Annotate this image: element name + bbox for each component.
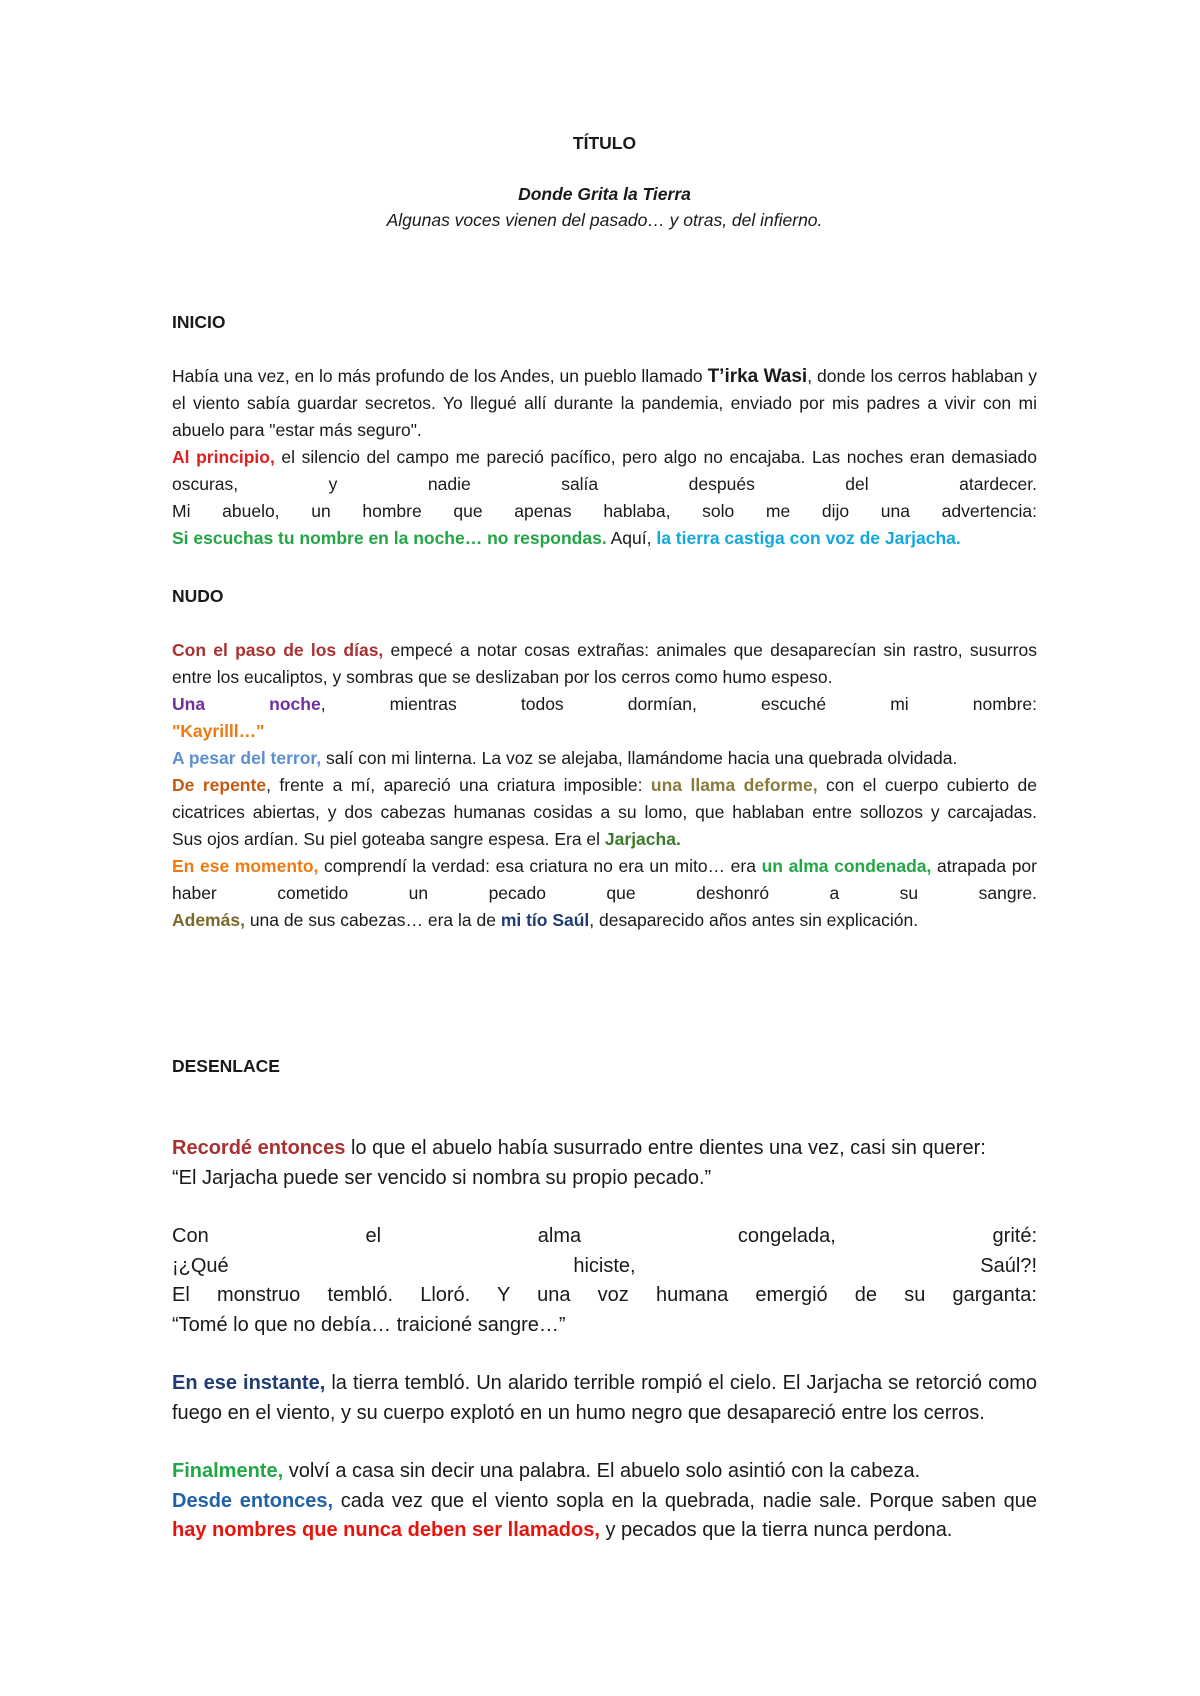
nudo-paragraph-6 — [172, 853, 1037, 907]
text-run: lo que el abuelo había susurrado entre dientes una vez, casi sin querer: — [345, 1137, 986, 1159]
desenlace-paragraph-1 — [172, 1134, 1037, 1164]
text-run: la tierra tembló. Un alarido terrible rompió el cielo. El Jarjacha se retorció como fuego en el viento, y su cuerpo explotó en un humo negro que desapareció entre los cerros. — [172, 1372, 1037, 1424]
highlight-jarjacha-voice: la tierra castiga con voz de Jarjacha. — [656, 528, 961, 548]
text-run: Aquí, — [606, 528, 657, 548]
text-run: salí con mi linterna. La voz se alejaba, llamándome hacia una quebrada olvidada. — [321, 748, 958, 768]
nudo-body — [172, 637, 1037, 934]
text-run: , desaparecido años antes sin explicación. — [589, 910, 919, 930]
story-title: Donde Grita la Tierra — [518, 184, 691, 204]
nudo-name-call — [172, 718, 1037, 745]
desenlace-body — [172, 1134, 1037, 1546]
text-run: , mientras todos dormían, escuché mi nombre: — [320, 694, 1037, 714]
called-name: "Kayrilll…" — [172, 721, 265, 741]
connector-desde-entonces: Desde entonces, — [172, 1489, 334, 1512]
connector-en-ese-instante: En ese instante, — [172, 1372, 326, 1394]
inicio-paragraph-2 — [172, 444, 1037, 498]
highlight-llama-deforme: una llama deforme, — [650, 775, 818, 795]
text-run: empecé a notar cosas extrañas: animales que desaparecían sin rastro, susurros entre los eucaliptos, y sombras que se deslizaban por los cerros como humo espeso. — [172, 640, 1037, 687]
title-label: TÍTULO — [572, 133, 637, 153]
highlight-nombres-llamados: hay nombres que nunca deben ser llamados, — [172, 1519, 600, 1541]
text-run: volví a casa sin decir una palabra. El abuelo solo asintió con la cabeza. — [283, 1460, 921, 1482]
story-subtitle: Algunas voces vienen del pasado… y otras, del infierno. — [386, 210, 823, 230]
text-run: , donde los cerros hablaban y el viento sabía guardar secretos. Yo llegué allí durante la pandemia, enviado por mis padres a vivir con mi abuelo para "estar más seguro". — [172, 366, 1037, 440]
connector-recorde-entonces: Recordé entonces — [172, 1137, 346, 1159]
desenlace-paragraph-5 — [172, 1487, 1037, 1546]
desenlace-quote-2: “Tomé lo que no debía… traicioné sangre…” — [172, 1313, 566, 1336]
inicio-paragraph-1 — [172, 363, 1037, 444]
highlight-alma-condenada: un alma condenada, — [761, 856, 932, 876]
nudo-paragraph-2 — [172, 691, 1037, 718]
inicio-body — [172, 363, 1037, 552]
desenlace-paragraph-4 — [172, 1457, 1037, 1487]
text-run: comprendí la verdad: esa criatura no era un mito… era — [318, 856, 762, 876]
highlight-tio-saul: mi tío Saúl — [500, 910, 590, 930]
section-heading-desenlace: DESENLACE — [172, 1056, 280, 1076]
connector-una-noche: Una noche — [172, 694, 321, 714]
text-run: atrapada por haber cometido un pecado que deshonró a su sangre. — [172, 856, 1037, 903]
connector-en-ese-momento: En ese momento, — [172, 856, 319, 876]
connector-de-repente: De repente — [172, 775, 267, 795]
text-run: cada vez que el viento sopla en la quebrada, nadie sale. Porque saben que — [333, 1489, 1037, 1512]
text-run: una de sus cabezas… era la de — [244, 910, 501, 930]
text-run: y pecados que la tierra nunca perdona. — [599, 1519, 953, 1541]
text-run: Sus ojos ardían. Su piel goteaba sangre espesa. Era el — [172, 829, 605, 849]
desenlace-line-con-el-alma: Con el alma congelada, grité: — [172, 1225, 1037, 1247]
text-run: el silencio del campo me pareció pacífico, pero algo no encajaba. Las noches eran demasiado oscuras, y nadie salía después del atardecer. — [172, 447, 1037, 494]
nudo-paragraph-7 — [172, 907, 1037, 934]
section-heading-nudo: NUDO — [172, 586, 224, 606]
connector-con-el-paso: Con el paso de los días, — [172, 640, 384, 660]
desenlace-line-shout: ¡¿Qué hiciste, Saúl?! — [172, 1254, 1037, 1277]
desenlace-line-monstruo: El monstruo tembló. Lloró. Y una voz humana emergió de su garganta: — [172, 1284, 1037, 1306]
nudo-paragraph-4 — [172, 772, 1037, 826]
highlight-jarjacha: Jarjacha. — [604, 829, 681, 849]
connector-a-pesar: A pesar del terror, — [172, 748, 322, 768]
desenlace-paragraph-3 — [172, 1369, 1037, 1428]
text-run: , frente a mí, apareció una criatura imposible: — [266, 775, 651, 795]
section-heading-inicio: INICIO — [172, 312, 226, 332]
desenlace-quote-1: “El Jarjacha puede ser vencido si nombra su propio pecado.” — [172, 1166, 712, 1189]
place-name-tirka-wasi: T’irka Wasi — [707, 366, 808, 387]
text-run: Había una vez, en lo más profundo de los Andes, un pueblo llamado — [172, 366, 708, 386]
text-run: con el cuerpo cubierto de cicatrices abiertas, y dos cabezas humanas cosidas a su lomo, que hablaban entre sollozos y carcajadas. — [172, 775, 1037, 822]
connector-finalmente: Finalmente, — [172, 1460, 284, 1482]
nudo-paragraph-5 — [172, 826, 1037, 853]
connector-ademas: Además, — [172, 910, 245, 930]
nudo-paragraph-1 — [172, 637, 1037, 691]
nudo-paragraph-3 — [172, 745, 1037, 772]
inicio-paragraph-3: Mi abuelo, un hombre que apenas hablaba, solo me dijo una advertencia: — [172, 501, 1037, 521]
inicio-paragraph-4 — [172, 525, 1037, 552]
connector-al-principio: Al principio, — [172, 447, 275, 467]
warning-text: Si escuchas tu nombre en la noche… no respondas. — [172, 528, 607, 548]
